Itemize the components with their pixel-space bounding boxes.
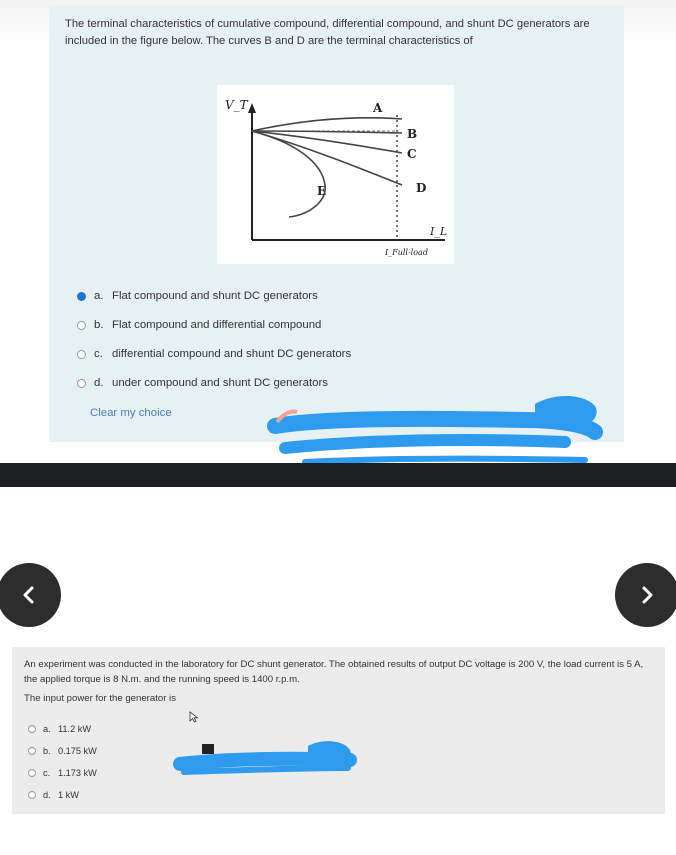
question-1-text: The terminal characteristics of cumulative compound, differential compound, and shunt DC generators are included in the figure below. The curves B and D are the terminal characteristics of — [65, 18, 590, 47]
curve-label-e: E — [317, 184, 327, 198]
radio-icon[interactable] — [28, 791, 36, 799]
q1-option-a[interactable] — [77, 290, 318, 302]
curve-c — [252, 131, 402, 153]
option-letter: c. — [43, 768, 51, 778]
radio-icon[interactable] — [77, 379, 86, 388]
y-axis-arrow — [248, 103, 256, 113]
option-label: Flat compound and shunt DC generators — [112, 290, 318, 302]
radio-icon[interactable] — [28, 747, 36, 755]
option-label: differential compound and shunt DC generators — [112, 348, 352, 360]
q2-option-a[interactable] — [28, 724, 91, 734]
radio-icon[interactable] — [28, 769, 36, 777]
curve-e — [252, 131, 325, 217]
radio-icon[interactable] — [77, 350, 86, 359]
next-button[interactable] — [615, 563, 676, 627]
option-letter: d. — [43, 790, 51, 800]
mouse-cursor-icon — [189, 711, 199, 723]
curve-a — [252, 118, 402, 131]
curve-label-b: B — [407, 127, 418, 141]
option-letter: c. — [94, 348, 103, 360]
radio-icon[interactable] — [77, 321, 86, 330]
option-letter: b. — [43, 746, 51, 756]
q2-option-c[interactable] — [28, 768, 97, 778]
option-letter: a. — [43, 724, 51, 734]
redaction-scribble — [265, 388, 605, 470]
terminal-characteristics-figure — [217, 85, 454, 264]
q2-option-b[interactable] — [28, 746, 97, 756]
option-label: 1 kW — [58, 790, 79, 800]
question-2-subtext: The input power for the generator is — [24, 693, 176, 704]
clear-choice-link[interactable]: Clear my choice — [90, 407, 172, 419]
option-letter: d. — [94, 377, 104, 389]
screen-separator — [0, 463, 676, 487]
q2-option-d[interactable] — [28, 790, 79, 800]
y-axis-label: V_T — [225, 98, 248, 112]
option-label: 11.2 kW — [58, 724, 92, 734]
radio-selected-icon[interactable] — [77, 292, 86, 301]
full-load-label: I_Full-load — [385, 248, 428, 257]
option-label: 1.173 kW — [58, 768, 97, 778]
x-axis-label: I_L — [430, 225, 448, 238]
previous-button[interactable] — [0, 563, 61, 627]
option-letter: b. — [94, 319, 104, 331]
option-label: 0.175 kW — [58, 746, 97, 756]
q1-option-b[interactable] — [77, 319, 321, 331]
curve-label-c: C — [407, 147, 417, 161]
characteristics-graph — [217, 85, 454, 264]
chevron-right-icon — [636, 584, 658, 606]
question-2-text: An experiment was conducted in the laboratory for DC shunt generator. The obtained results of output DC voltage is 200 V, the load current is 5 A, the applied torque is 8 N.m. and the running speed is 1400 r.p.m. — [24, 659, 644, 685]
curve-label-a: A — [373, 101, 383, 115]
chevron-left-icon — [18, 584, 40, 606]
q1-option-c[interactable] — [77, 348, 351, 360]
radio-icon[interactable] — [28, 725, 36, 733]
option-label: Flat compound and differential compound — [112, 319, 322, 331]
option-letter: a. — [94, 290, 104, 302]
redaction-scribble-2 — [172, 736, 362, 782]
curve-label-d: D — [416, 181, 427, 195]
option-label: under compound and shunt DC generators — [112, 377, 328, 389]
